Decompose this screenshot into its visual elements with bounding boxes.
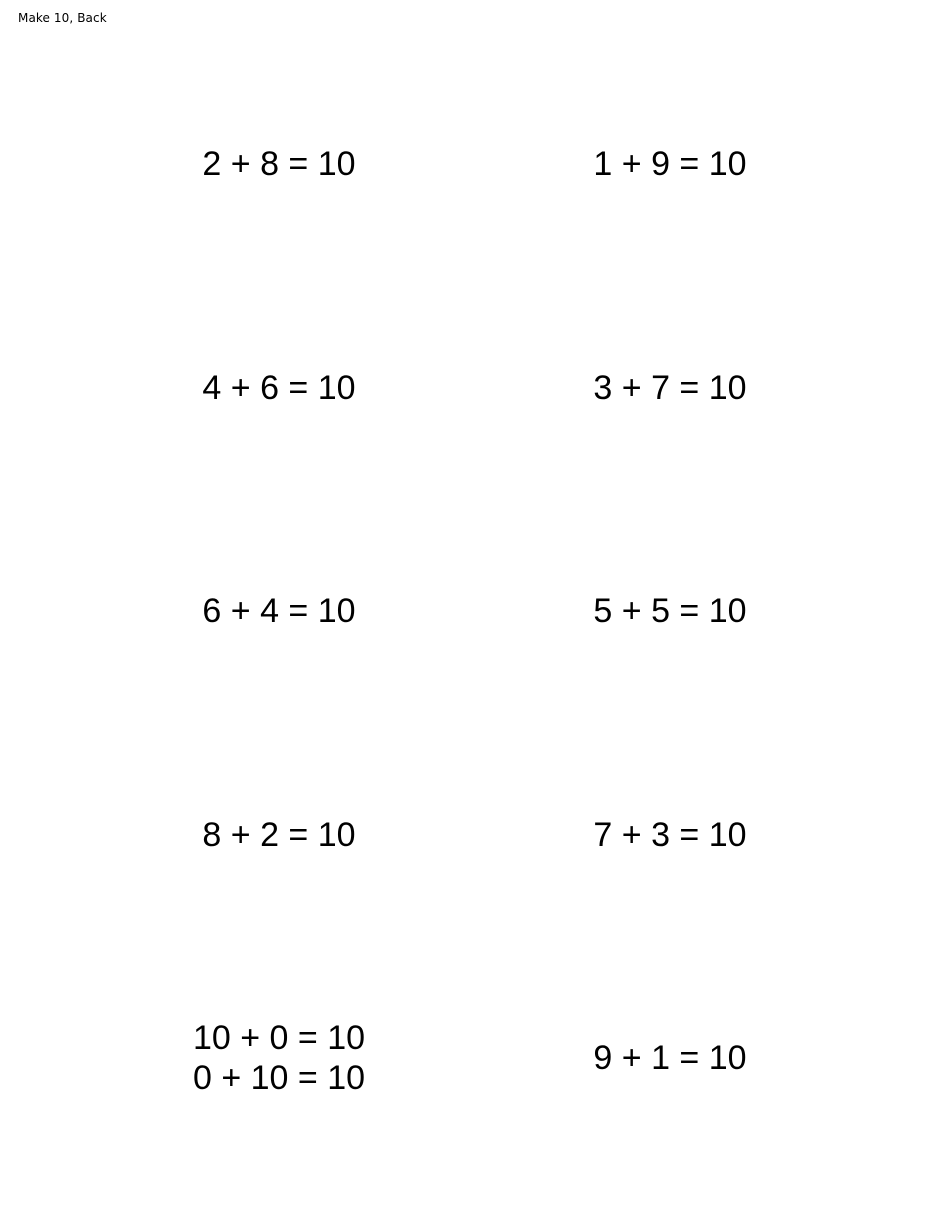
flashcard-back: [550, 551, 790, 671]
equation-text: 6 + 4 = 10: [202, 592, 356, 630]
equation-text: 0 + 10 = 10: [192, 1059, 366, 1097]
equation-text: 4 + 6 = 10: [202, 369, 356, 407]
equation-text: 8 + 2 = 10: [202, 816, 356, 854]
flashcard-back: [550, 328, 790, 448]
equation-text: 7 + 3 = 10: [593, 816, 747, 854]
page-header-label: Make 10, Back: [18, 11, 107, 25]
flashcard-back: [159, 104, 399, 224]
equation-text: 3 + 7 = 10: [593, 369, 747, 407]
flashcard-back: [159, 328, 399, 448]
flashcard-back: [159, 775, 399, 895]
flashcard-back: [159, 551, 399, 671]
equation-text: 10 + 0 = 10: [192, 1019, 366, 1057]
equation-text: 2 + 8 = 10: [202, 145, 356, 183]
flashcard-back: [550, 104, 790, 224]
flashcard-back: [550, 775, 790, 895]
flashcard-back: [159, 998, 399, 1118]
equation-text: 1 + 9 = 10: [593, 145, 747, 183]
flashcard-back: [550, 998, 790, 1118]
equation-text: 9 + 1 = 10: [593, 1039, 747, 1077]
equation-text: 5 + 5 = 10: [593, 592, 747, 630]
